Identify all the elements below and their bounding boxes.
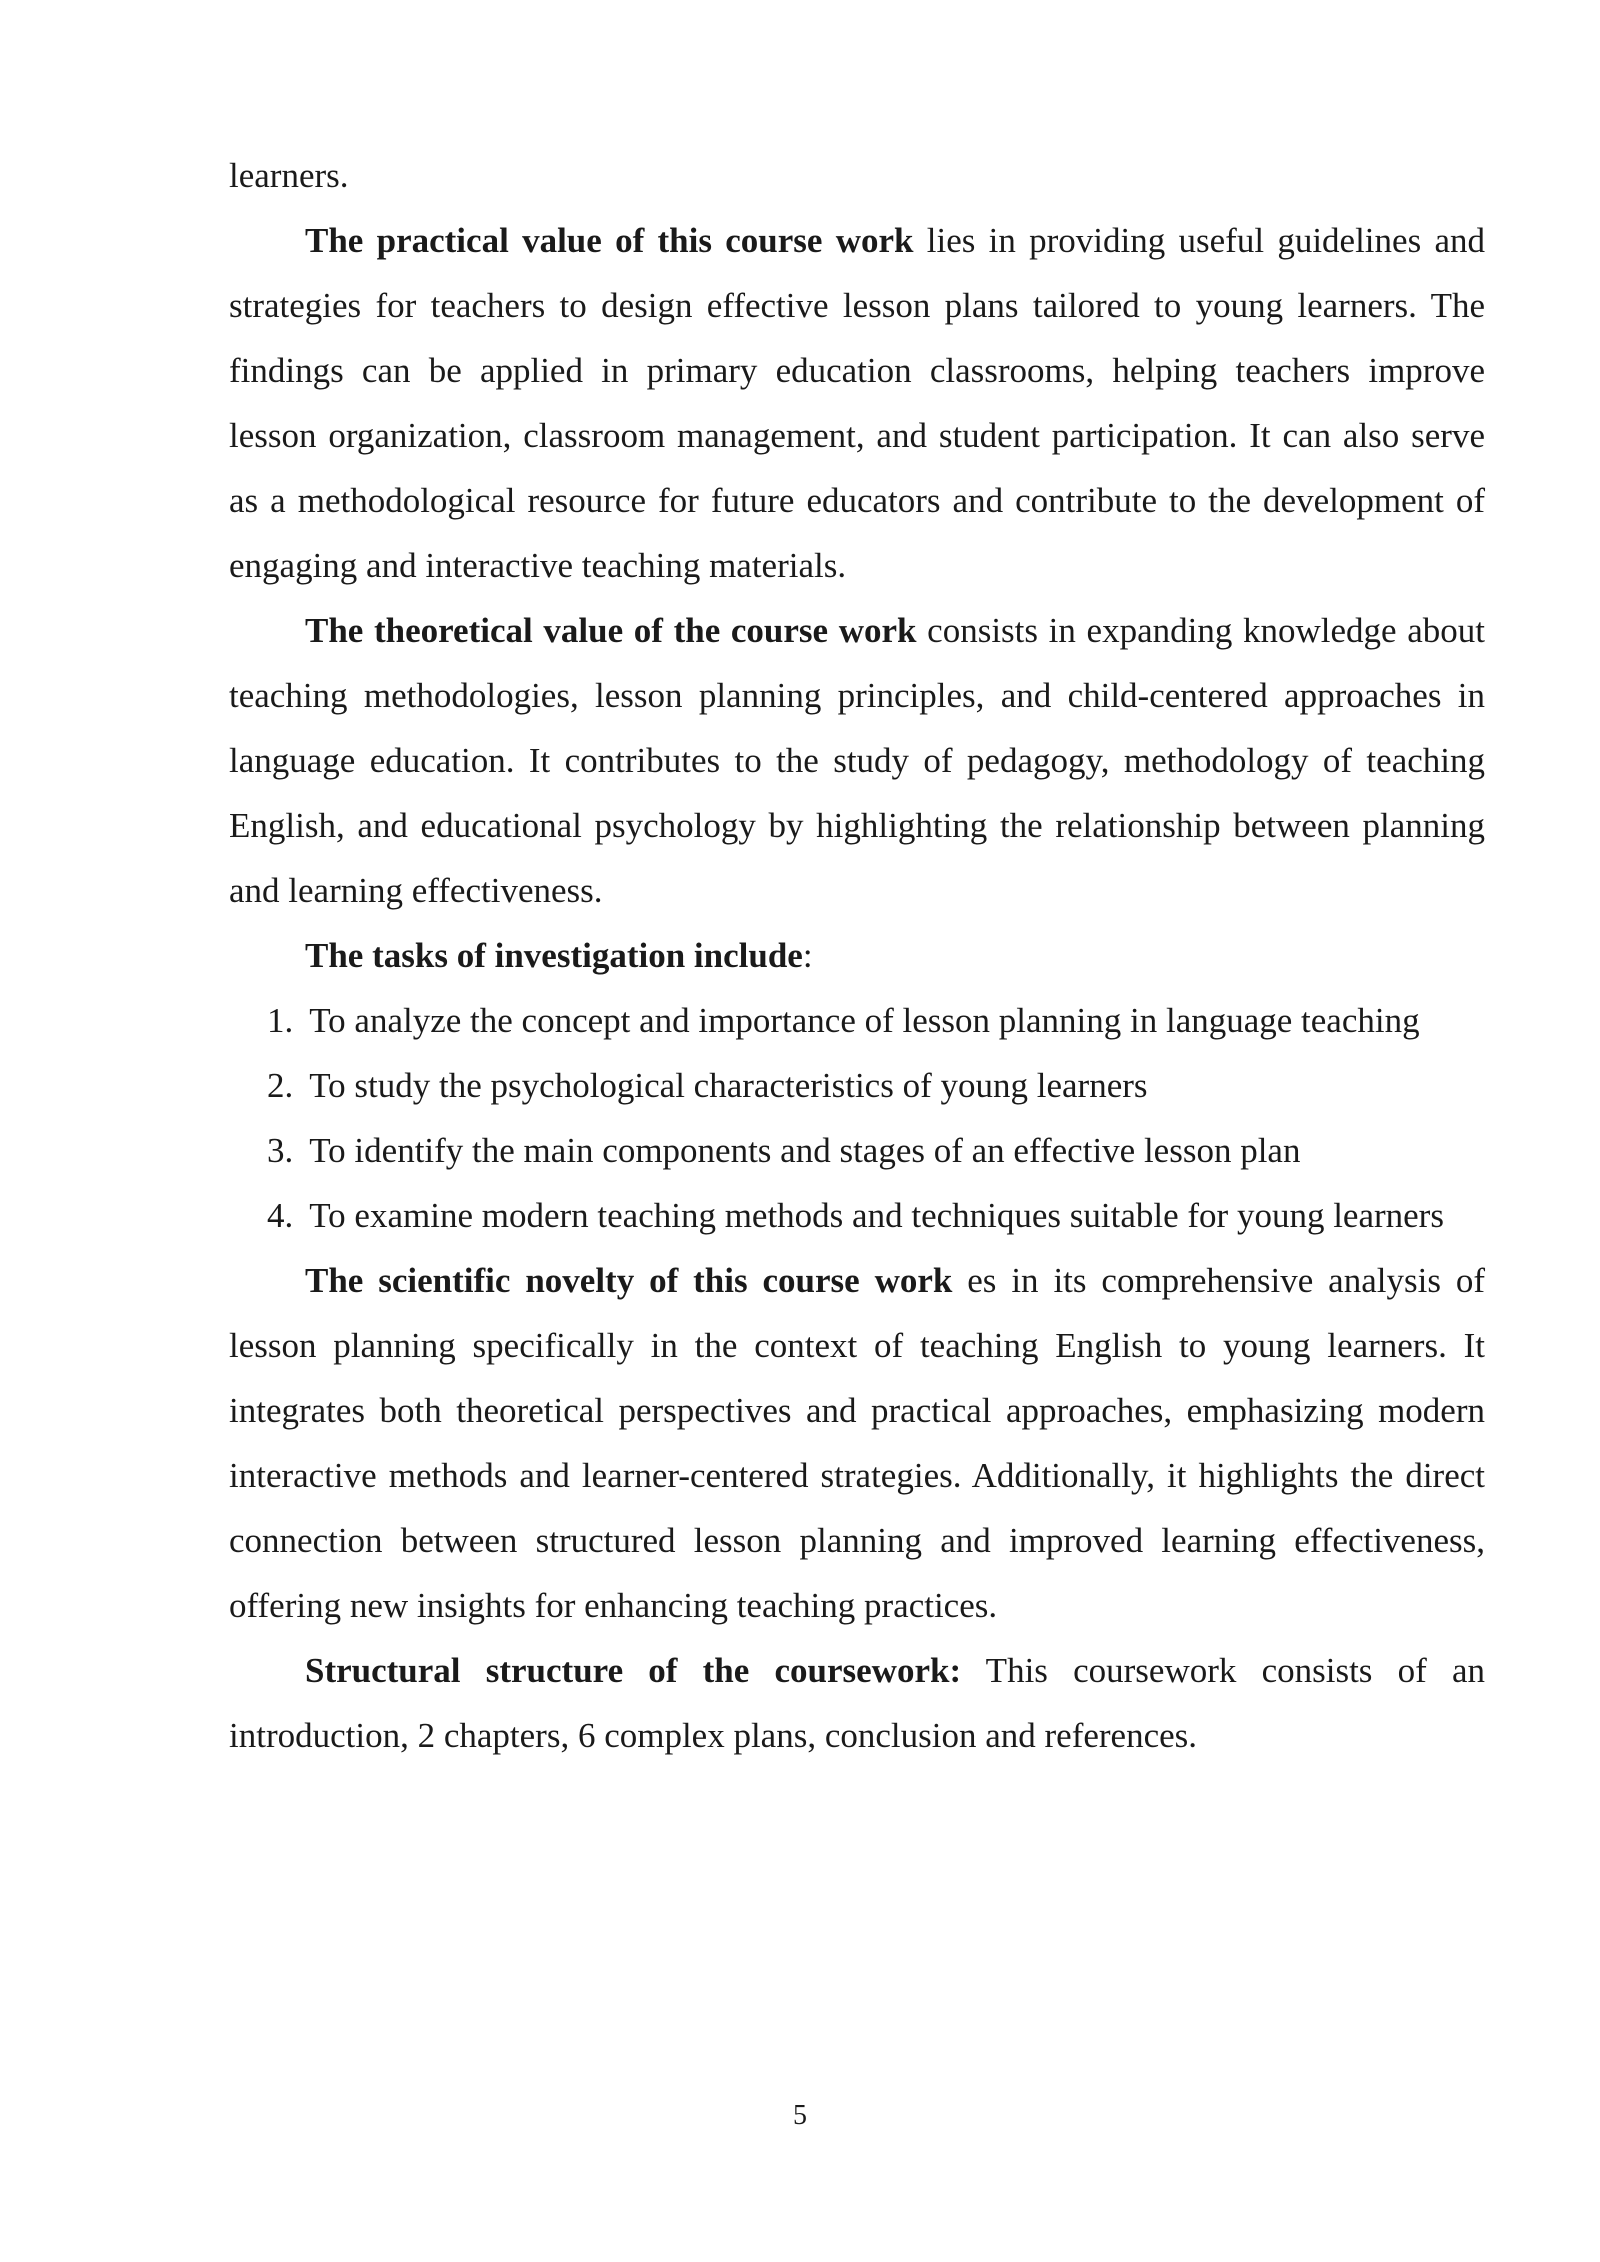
page-body [229,143,1485,1768]
continuation-paragraph [229,143,1485,208]
page-footer [0,2096,1600,2136]
tasks-heading: The tasks of investigation include [305,936,803,975]
structure-body: This coursework consists of an introduction, 2 chapters, 6 complex plans, conclusion and references. [229,1651,1486,1755]
list-item-number: 3. [267,1131,294,1170]
practical-value-heading: The practical value of this course work [305,221,914,260]
list-item-number: 4. [267,1196,294,1235]
tasks-heading-colon: : [802,936,813,975]
theoretical-value-paragraph [229,598,1485,923]
practical-value-paragraph [229,208,1485,598]
list-item [229,988,1485,1053]
list-item [229,1183,1485,1248]
list-item-text: To analyze the concept and importance of lesson planning in language teaching [309,1001,1420,1040]
scientific-novelty-heading: The scientific novelty of this course work [305,1261,953,1300]
list-item-text: To identify the main components and stages of an effective lesson plan [309,1131,1301,1170]
page-number: 5 [793,2100,807,2131]
list-item-text: To study the psychological characteristics of young learners [309,1066,1148,1105]
scientific-novelty-body: es in its comprehensive analysis of lesson planning specifically in the context of teaching English to young learners. It integrates both theoretical perspectives and practical approaches, emphasizing modern interactive methods and learner-centered strategies. Additionally, it highlights the direct connection between structured lesson planning and improved learning effectiveness, offering new insights for enhancing teaching practices. [229,1261,1485,1625]
list-item [229,1053,1485,1118]
list-item-number: 1. [267,1001,294,1040]
scientific-novelty-paragraph [229,1248,1485,1638]
practical-value-body: lies in providing useful guidelines and strategies for teachers to design effective lesson plans tailored to young learners. The findings can be applied in primary education classrooms, helping teachers improve lesson organization, classroom management, and student participation. It can also serve as a methodological resource for future educators and contribute to the development of engaging and interactive teaching materials. [229,221,1485,585]
structure-heading: Structural structure of the coursework: [305,1651,962,1690]
continuation-text: learners. [229,156,349,195]
tasks-heading-paragraph [229,923,1485,988]
theoretical-value-body: consists in expanding knowledge about teaching methodologies, lesson planning principles, and child-centered approaches in language education. It contributes to the study of pedagogy, methodology of teaching English, and educational psychology by highlighting the relationship between planning and learning effectiveness. [229,611,1485,910]
structure-paragraph [229,1638,1485,1768]
list-item-number: 2. [267,1066,294,1105]
theoretical-value-heading: The theoretical value of the course work [305,611,917,650]
list-item-text: To examine modern teaching methods and techniques suitable for young learners [309,1196,1444,1235]
list-item [229,1118,1485,1183]
